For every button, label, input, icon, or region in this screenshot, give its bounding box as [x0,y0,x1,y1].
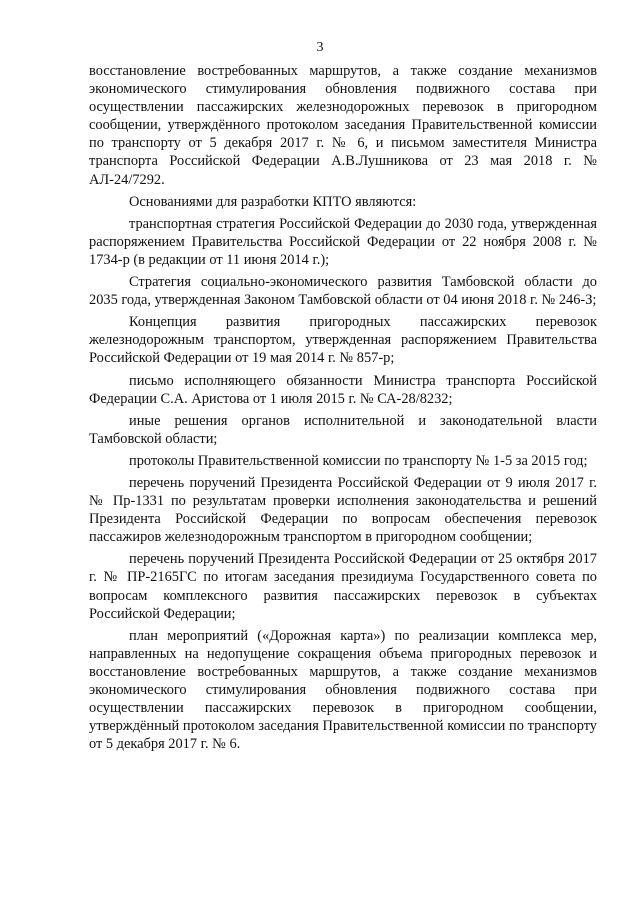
paragraph-instructions-pr2165: перечень поручений Президента Российской Федерации от 25 октября 2017 г. № ПР-2165ГС по итогам заседания президиума Государственного совета по вопросам комплексного развития пассажирских перевозок в субъектах Российской Федерации; [89,551,597,622]
paragraph-transport-strategy: транспортная стратегия Российской Федерации до 2030 года, утвержденная распоряжением Правительства Российской Федерации от 22 ноября 2008 г. № 1734-р (в редакции от 11 июня 2014 г.); [89,215,597,268]
paragraph-instructions-pr1331: перечень поручений Президента Российской Федерации от 9 июля 2017 г. № Пр-1331 по результатам проверки исполнения законодательства и решений Президента Российской Федерации по вопросам обеспечения перевозок пассажиров железнодорожным транспортом в пригородном сообщении; [89,474,597,546]
paragraph-regional-strategy: Стратегия социально-экономического развития Тамбовской области до 2035 года, утвержденная Законом Тамбовской области от 04 июня 2018 г. № 246-З; [89,274,597,309]
page-number: 3 [316,40,324,55]
paragraph-roadmap: план мероприятий («Дорожная карта») по реализации комплекса мер, направленных на недопущение сокращения объема пригородных перевозок и восстановление востребованных маршрутов, а также создание механизмов экономического стимулирования обновления подвижного состава при осуществлении пассажирских перевозок в пригородном сообщении, утверждённый протоколом заседания Правительственной комиссии по транспорту от 5 декабря 2017 г. № 6. [89,627,597,753]
paragraph-concept: Концепция развития пригородных пассажирских перевозок железнодорожным транспортом, утвержденная распоряжением Правительства Российской Федерации от 19 мая 2014 г. № 857-р; [89,314,597,367]
paragraph-continuation: восстановление востребованных маршрутов, а также создание механизмов экономического стимулирования обновления подвижного состава при осуществлении пассажирских железнодорожных перевозок в пригородном сообщении, утверждённого протоколом заседания Правительственной комиссии по транспорту от 5 декабря 2017 г. № 6, и письмом заместителя Министра транспорта Российской Федерации А.В.Лушникова от 23 мая 2018 г. № АЛ-24/7292. [89,63,597,188]
document-body [89,62,597,753]
paragraph-commission-protocols: протоколы Правительственной комиссии по транспорту № 1-5 за 2015 год; [129,452,588,469]
paragraph-other-decisions: иные решения органов исполнительной и законодательной власти Тамбовской области; [89,412,597,447]
paragraph-letter: письмо исполняющего обязанности Министра транспорта Российской Федерации С.А. Аристова от 1 июля 2015 г. № СА-28/8232; [89,372,597,407]
paragraph-bases-intro: Основаниями для разработки КПТО являются: [129,193,417,210]
